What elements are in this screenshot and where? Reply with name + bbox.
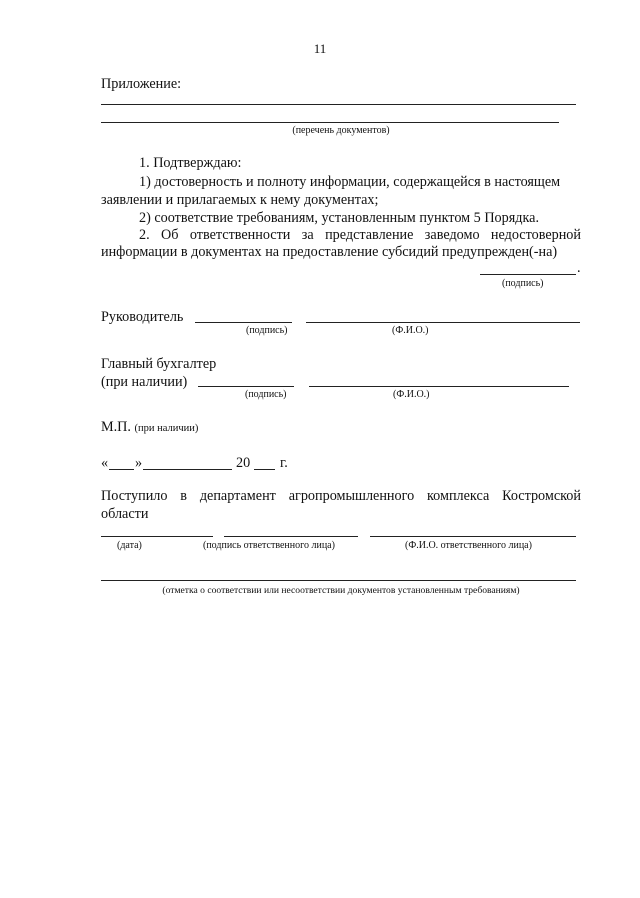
received-line2: области	[101, 506, 149, 522]
date-year-suffix: г.	[280, 455, 288, 471]
head-signature-line[interactable]	[195, 322, 292, 323]
attachment-line-2[interactable]	[101, 122, 559, 123]
head-signature-caption: (подпись)	[246, 325, 288, 336]
compliance-caption: (отметка о соответствии или несоответствии документов установленным требованиям)	[162, 585, 520, 596]
accountant-name-caption: (Ф.И.О.)	[393, 389, 430, 400]
accountant-label-2: (при наличии)	[101, 374, 188, 390]
attachment-label: Приложение:	[101, 76, 182, 92]
confirm-item1-line2: заявлении и прилагаемых к нему документах;	[101, 192, 379, 208]
date-day-line[interactable]	[109, 469, 134, 470]
date-month-line[interactable]	[143, 469, 232, 470]
received-signature-caption: (подпись ответственного лица)	[203, 540, 335, 551]
responsibility-line1: 2. Об ответственности за представление заведомо недостоверной	[139, 227, 581, 243]
confirm-item1-line1: 1) достоверность и полноту информации, содержащейся в настоящем	[139, 174, 561, 190]
received-line1: Поступило в департамент агропромышленного комплекса Костромской	[101, 488, 581, 504]
date-year-prefix: 20	[236, 455, 251, 471]
date-year-line[interactable]	[254, 469, 275, 470]
received-signature-line[interactable]	[224, 536, 358, 537]
page-number: 11	[313, 41, 327, 56]
head-name-caption: (Ф.И.О.)	[392, 325, 429, 336]
attachment-line-1[interactable]	[101, 104, 576, 105]
accountant-signature-line[interactable]	[198, 386, 294, 387]
received-name-line[interactable]	[370, 536, 576, 537]
received-date-line[interactable]	[101, 536, 213, 537]
confirm-item2: 2) соответствие требованиям, установленным пунктом 5 Порядка.	[139, 210, 540, 226]
period: .	[577, 260, 581, 276]
accountant-signature-caption: (подпись)	[245, 389, 287, 400]
attachment-caption: (перечень документов)	[292, 125, 390, 136]
confirm-heading: 1. Подтверждаю:	[139, 155, 242, 171]
head-name-line[interactable]	[306, 322, 580, 323]
received-name-caption: (Ф.И.О. ответственного лица)	[405, 540, 532, 551]
compliance-line[interactable]	[101, 580, 576, 581]
responsibility-line2: информации в документах на предоставление субсидий предупрежден(-на)	[101, 244, 558, 260]
accountant-label-1: Главный бухгалтер	[101, 356, 217, 372]
confirm-signature-caption: (подпись)	[502, 278, 544, 289]
stamp-line	[101, 419, 198, 437]
head-label: Руководитель	[101, 309, 184, 325]
accountant-name-line[interactable]	[309, 386, 569, 387]
confirm-signature-line[interactable]	[480, 274, 576, 275]
date-close-quote: »	[135, 455, 143, 471]
stamp-label: М.П.	[101, 419, 131, 435]
date-open-quote: «	[101, 455, 109, 471]
received-date-caption: (дата)	[117, 540, 142, 551]
stamp-note: (при наличии)	[134, 423, 199, 434]
